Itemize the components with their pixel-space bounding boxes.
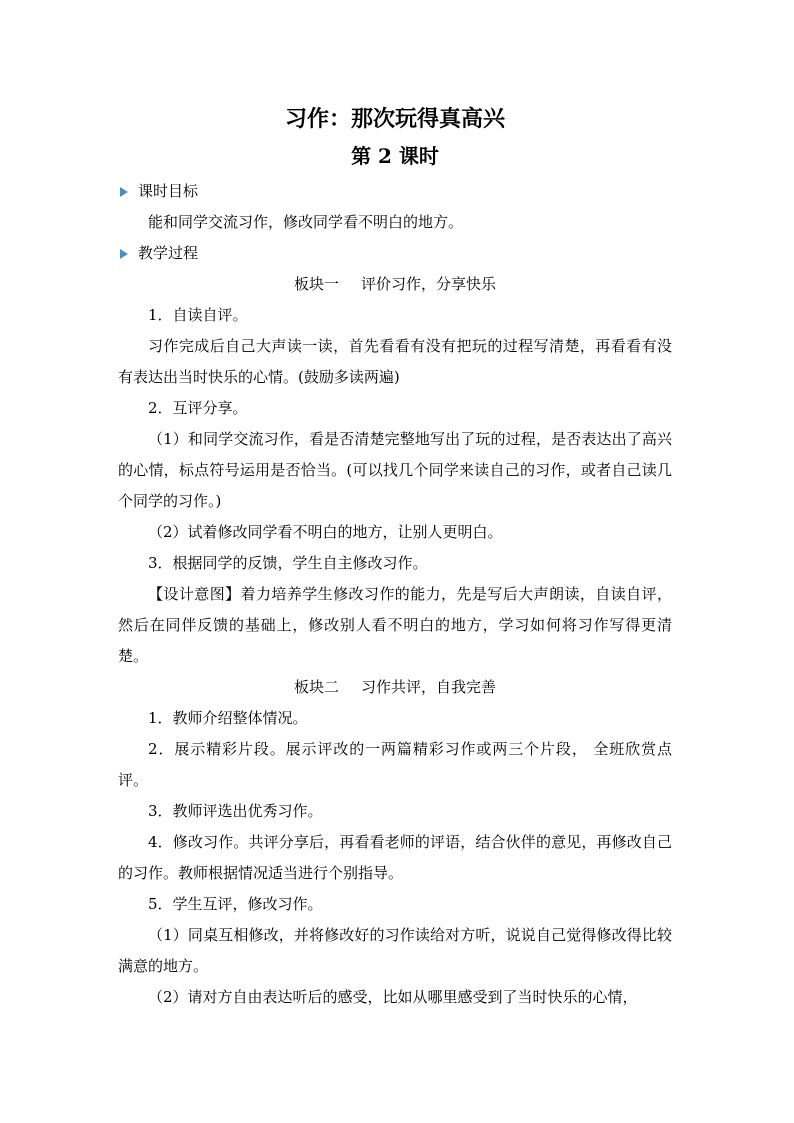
block1-title-b: 评价习作，分享快乐 bbox=[361, 275, 497, 293]
triangle-bullet-icon bbox=[120, 249, 128, 259]
block1-title bbox=[118, 269, 672, 300]
paragraph: 3．根据同学的反馈，学生自主修改习作。 bbox=[148, 554, 428, 572]
paragraph: 4．修改习作。共评分享后，再看看老师的评语，结合伙伴的意见，再修改自己的习作。教师根据情况适当进行个别指导。 bbox=[118, 833, 672, 882]
goal-text: 能和同学交流习作，修改同学看不明白的地方。 bbox=[148, 213, 464, 231]
page-title: 习作：那次玩得真高兴 bbox=[284, 106, 505, 132]
section-process-label: 教学过程 bbox=[138, 244, 199, 262]
paragraph: 1．教师介绍整体情况。 bbox=[148, 709, 308, 727]
design-intent: 【设计意图】着力培养学生修改习作的能力，先是写后大声朗读，自读自评，然后在同伴反馈的基础上，修改别人看不明白的地方，学习如何将习作写得更清楚。 bbox=[118, 585, 672, 665]
paragraph: （1）同桌互相修改，并将修改好的习作读给对方听，说说自己觉得修改得比较满意的地方。 bbox=[118, 926, 672, 975]
paragraph: 1．自读自评。 bbox=[148, 306, 248, 324]
paragraph: 2．展示精彩片段。展示评改的一两篇精彩习作或两三个片段， 全班欣赏点评。 bbox=[118, 740, 672, 789]
block2-title-b: 习作共评，自我完善 bbox=[361, 678, 497, 696]
paragraph: 5．学生互评，修改习作。 bbox=[148, 895, 323, 913]
paragraph: 习作完成后自己大声读一读，首先看看有没有把玩的过程写清楚，再看看有没有表达出当时快乐的心情。(鼓励多读两遍) bbox=[118, 337, 672, 386]
triangle-bullet-icon bbox=[120, 187, 128, 197]
paragraph: 3．教师评选出优秀习作。 bbox=[148, 802, 323, 820]
page-subtitle: 第 2 课时 bbox=[351, 144, 439, 168]
paragraph: 2．互评分享。 bbox=[148, 399, 248, 417]
section-goal bbox=[118, 176, 672, 207]
paragraph: （2）试着修改同学看不明白的地方，让别人更明白。 bbox=[148, 523, 503, 541]
paragraph: （1）和同学交流习作，看是否清楚完整地写出了玩的过程，是否表达出了高兴的心情，标点符号运用是否恰当。(可以找几个同学来读自己的习作，或者自己读几个同学的习作。) bbox=[118, 430, 672, 510]
block2-title-a: 板块二 bbox=[293, 678, 339, 696]
block2-title bbox=[118, 672, 672, 703]
section-process bbox=[118, 238, 672, 269]
paragraph: （2）请对方自由表达听后的感受，比如从哪里感受到了当时快乐的心情， bbox=[148, 988, 638, 1006]
section-goal-label: 课时目标 bbox=[138, 182, 199, 200]
block1-title-a: 板块一 bbox=[293, 275, 339, 293]
